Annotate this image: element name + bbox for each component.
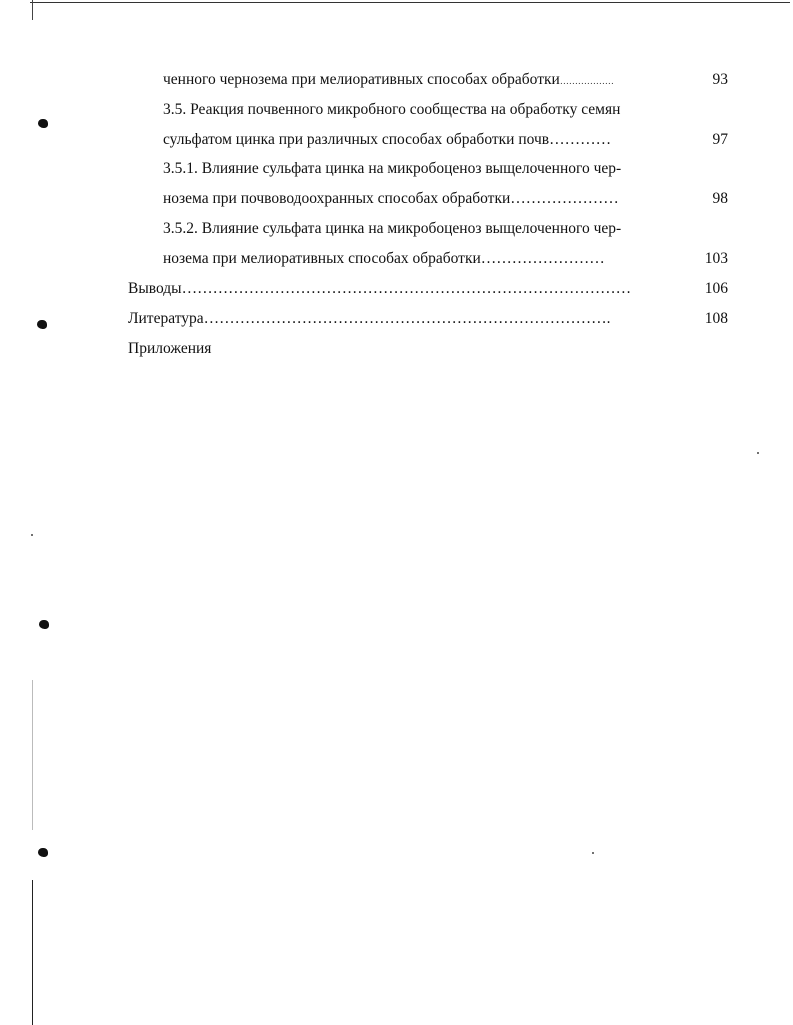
toc-page-number: 103 [704,250,728,267]
toc-leader: …………………… [480,250,605,267]
punch-hole-mark [39,620,49,629]
toc-entry-text: ченного чернозема при мелиоративных способах обработки [163,71,560,88]
scan-speck [757,452,759,454]
toc-page-number: 93 [712,71,728,88]
toc-entry-text: нозема при почвоводоохранных способах обработки [163,190,511,207]
toc-entry-text: 3.5. Реакция почвенного микробного сообщества на обработку семян [163,101,621,118]
punch-hole-mark [38,848,48,857]
toc-entry-text: Литература [128,310,204,327]
toc-entry [163,130,611,150]
toc-entry [163,249,605,269]
toc-leader: ……………… [559,76,614,86]
toc-entry [128,339,211,359]
toc-entry [163,189,619,209]
punch-hole-mark [38,119,48,128]
toc-page-number: 108 [704,310,728,327]
scan-left-edge [32,0,33,20]
toc-entry [163,70,614,91]
toc-leader: ………… [549,131,612,148]
toc-entry-text: нозема при мелиоративных способах обработки [163,250,481,267]
toc-leader: ……………………………………………………………………. [203,310,611,327]
scan-speck [592,852,594,854]
toc-leader: ………………… [510,190,619,207]
toc-leader: …………………………………………………………………………… [181,280,632,297]
punch-hole-mark [37,320,47,329]
scan-top-rule [30,2,790,3]
scan-speck [31,534,33,536]
toc-entry-text: 3.5.1. Влияние сульфата цинка на микробоценоз выщелоченного чер- [163,160,622,177]
toc-entry [163,159,621,179]
toc-page-number: 106 [704,280,728,297]
toc-entry [163,219,621,239]
toc-entry-text: Приложения [128,340,212,357]
scan-left-edge [32,680,33,830]
scan-left-edge [32,880,33,1025]
toc-entry-text: сульфатом цинка при различных способах обработки почв [163,131,550,148]
toc-entry [163,100,620,120]
toc-page-number: 97 [712,131,728,148]
toc-page-number: 98 [712,190,728,207]
toc-entry [128,279,631,299]
toc-entry-text: Выводы [128,280,182,297]
toc-entry [128,309,611,329]
toc-entry-text: 3.5.2. Влияние сульфата цинка на микробоценоз выщелоченного чер- [163,220,622,237]
